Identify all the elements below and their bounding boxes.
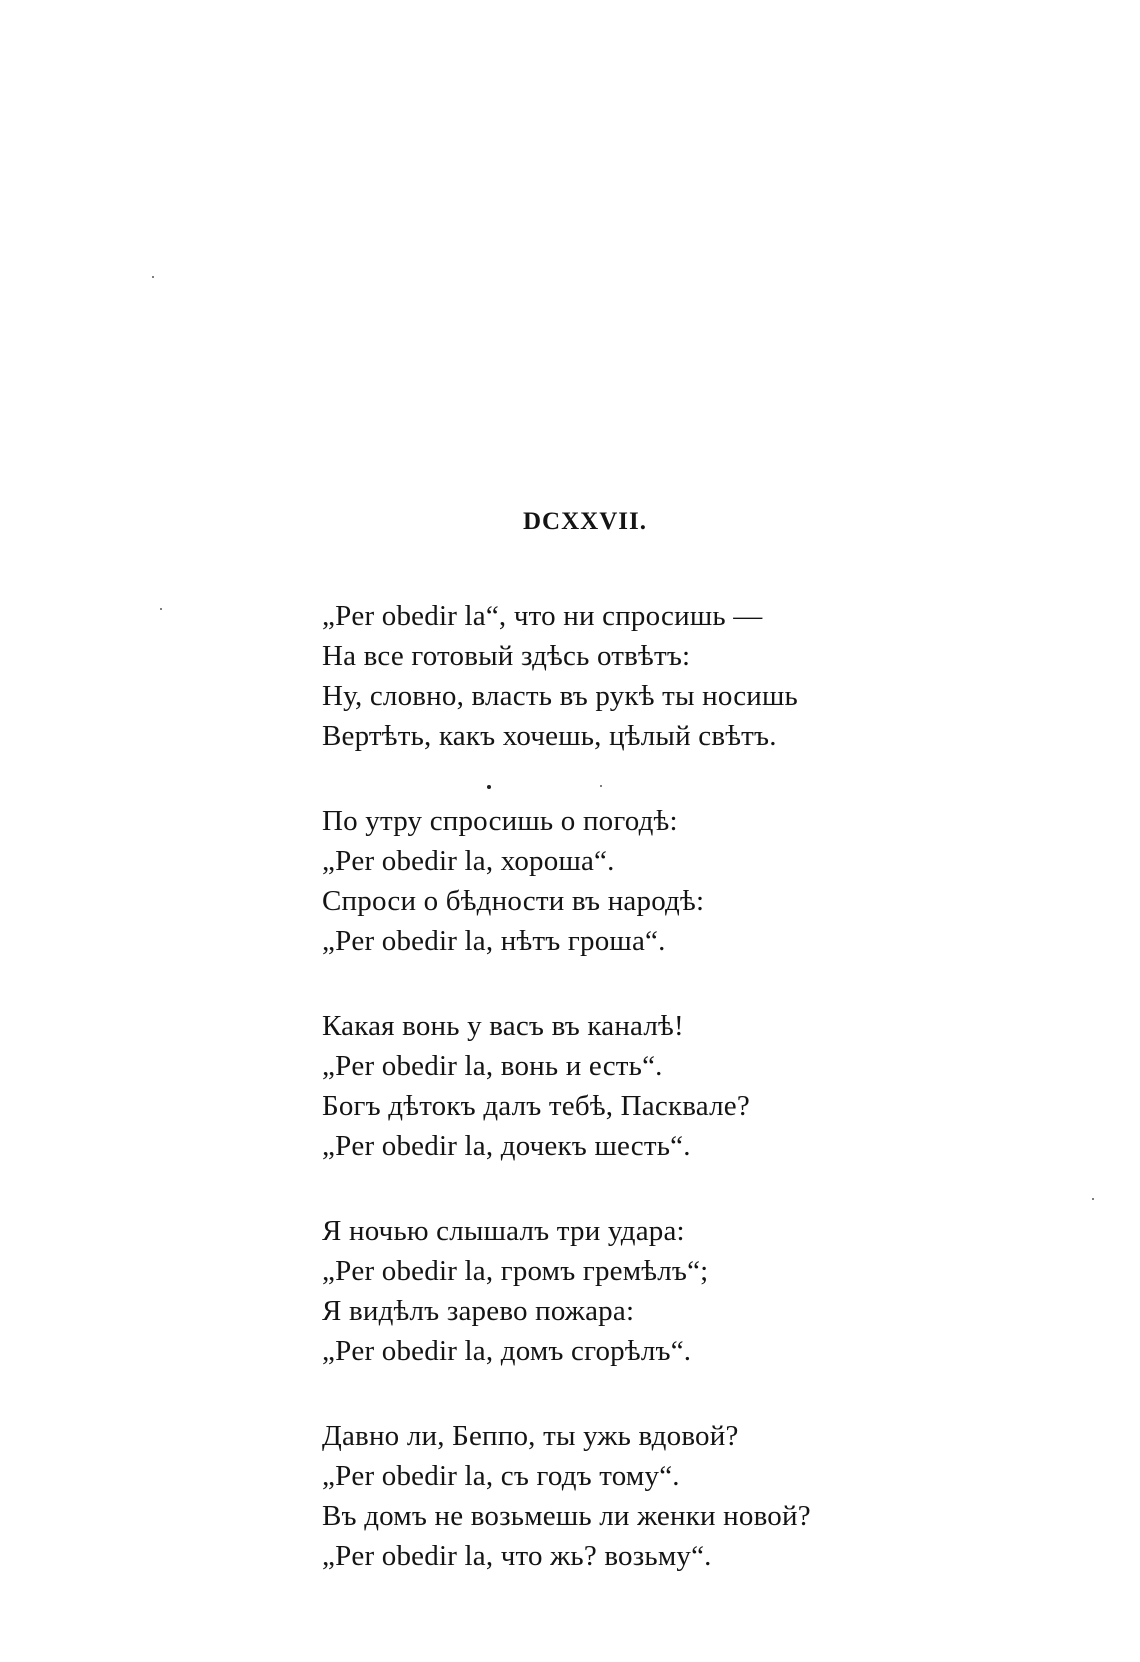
stanza <box>322 1416 1082 1576</box>
poem-line: Я видѣлъ зарево пожара: <box>322 1295 635 1327</box>
poem-line: „Per obedir la, что жь? возьму“. <box>322 1540 712 1572</box>
poem-line: „Per obedir la, домъ сгорѣлъ“. <box>322 1335 692 1367</box>
poem-line: „Per obedir la, дочекъ шесть“. <box>322 1130 691 1162</box>
stanza <box>322 1006 1082 1166</box>
poem-body <box>322 596 1082 1621</box>
stanza <box>322 1211 1082 1371</box>
poem-line: Въ домъ не возьмешь ли женки новой? <box>322 1500 811 1532</box>
stanza <box>322 801 1082 961</box>
poem-line: „Per obedir la, съ годъ тому“. <box>322 1460 680 1492</box>
poem-line: Давно ли, Беппо, ты ужь вдовой? <box>322 1420 739 1452</box>
poem-line: Ну, словно, власть въ рукѣ ты носишь <box>322 680 798 712</box>
poem-line: Богъ дѣтокъ далъ тебѣ, Пасквале? <box>322 1090 750 1122</box>
poem-line: Спроси о бѣдности въ народѣ: <box>322 885 705 917</box>
poem-line: „Per obedir la“, что ни спросишь — <box>322 600 763 632</box>
page-speck <box>152 276 154 278</box>
poem-line: „Per obedir la, вонь и есть“. <box>322 1050 663 1082</box>
poem-number-heading: DCXXVII. <box>523 508 647 535</box>
poem-line: По утру спросишь о погодѣ: <box>322 805 678 837</box>
page-speck <box>1092 1198 1094 1200</box>
poem-line: Вертѣть, какъ хочешь, цѣлый свѣтъ. <box>322 720 777 752</box>
poem-line: „Per obedir la, хороша“. <box>322 845 615 877</box>
stanza <box>322 596 1082 756</box>
poem-line: Какая вонь у васъ въ каналѣ! <box>322 1010 684 1042</box>
poem-line: На все готовый здѣсь отвѣтъ: <box>322 640 691 672</box>
poem-line: Я ночью слышалъ три удара: <box>322 1215 685 1247</box>
poem-line: „Per obedir la, нѣтъ гроша“. <box>322 925 666 957</box>
page-speck <box>160 608 162 610</box>
poem-line: „Per obedir la, громъ гремѣлъ“; <box>322 1255 709 1287</box>
